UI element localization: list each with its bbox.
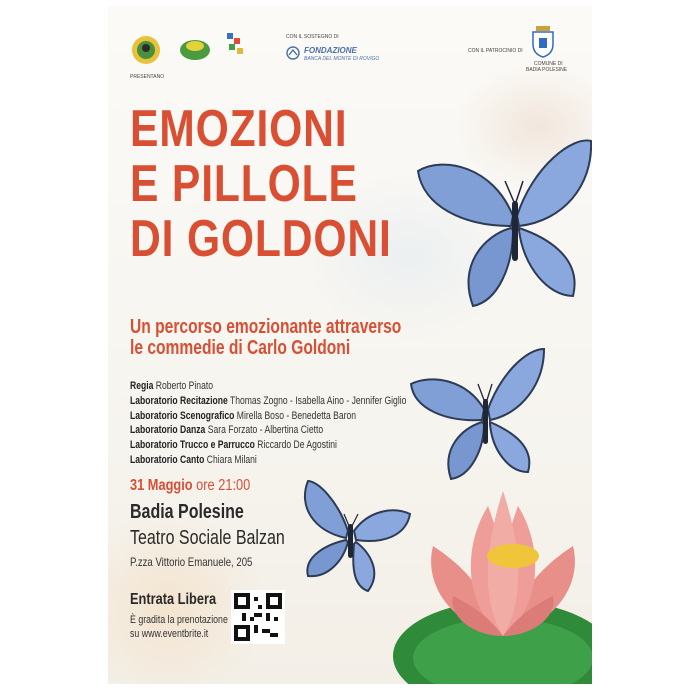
sostegno-label: CON IL SOSTEGNO DI — [286, 34, 339, 40]
fondazione-name: FONDAZIONE — [304, 46, 357, 55]
event-city: Badia Polesine — [130, 501, 244, 523]
subtitle-line-2: le commedie di Carlo Goldoni — [130, 337, 351, 359]
comune-crest-icon — [530, 26, 556, 58]
comune-line2: BADIA POLESINE — [526, 67, 568, 73]
butterfly-medium-illustration — [406, 344, 546, 484]
event-date: 31 Maggio ore 21:00 — [130, 477, 251, 494]
credits-list — [130, 379, 406, 468]
event-venue: Teatro Sociale Balzan — [130, 527, 285, 549]
credit-row: Laboratorio Recitazione Thomas Zogno - Isabella Aino - Jennifer Giglio — [130, 394, 407, 407]
event-address: P.zza Vittorio Emanuele, 205 — [130, 555, 253, 569]
title-line-1: EMOZIONI — [130, 100, 348, 158]
lotus-flower-illustration — [393, 486, 592, 684]
title-line-2: E PILLOLE — [130, 155, 358, 213]
credit-row: Regia Roberto Pinato — [130, 380, 214, 392]
comune-line1: COMUNE DI — [534, 61, 563, 67]
credit-row: Laboratorio Canto Chiara Milani — [130, 453, 257, 466]
patrocinio-label: CON IL PATROCINIO DI — [468, 48, 523, 54]
credit-row: Laboratorio Danza Sara Forzato - Albertina Cietto — [130, 424, 324, 437]
laboratorio-logo — [178, 36, 212, 62]
fondazione-logo-icon — [286, 46, 300, 60]
centro-logo — [224, 30, 250, 60]
butterfly-small-illustration — [298, 476, 413, 596]
poster-title — [130, 102, 392, 267]
fondazione-subtitle: BANCA DEL MONTE DI ROVIGO — [304, 56, 380, 62]
entry-title: Entrata Libera — [130, 591, 217, 608]
booking-website[interactable]: su www.eventbrite.it — [130, 628, 209, 640]
subtitle-line-1: Un percorso emozionante attraverso — [130, 316, 402, 338]
booking-note: È gradita la prenotazione — [130, 614, 228, 626]
credit-row: Laboratorio Scenografico Mirella Boso - Benedetta Baron — [130, 409, 357, 422]
credit-row: Laboratorio Trucco e Parrucco Riccardo De Agostini — [130, 439, 337, 452]
event-poster — [108, 6, 592, 684]
qr-code[interactable] — [231, 590, 285, 644]
poster-subtitle — [130, 317, 401, 359]
butterfly-large-illustration — [413, 126, 592, 316]
entry-note — [130, 613, 228, 641]
presentano-label: PRESENTANO — [130, 74, 165, 80]
title-line-3: DI GOLDONI — [130, 210, 392, 268]
giovani-logo — [128, 32, 164, 68]
